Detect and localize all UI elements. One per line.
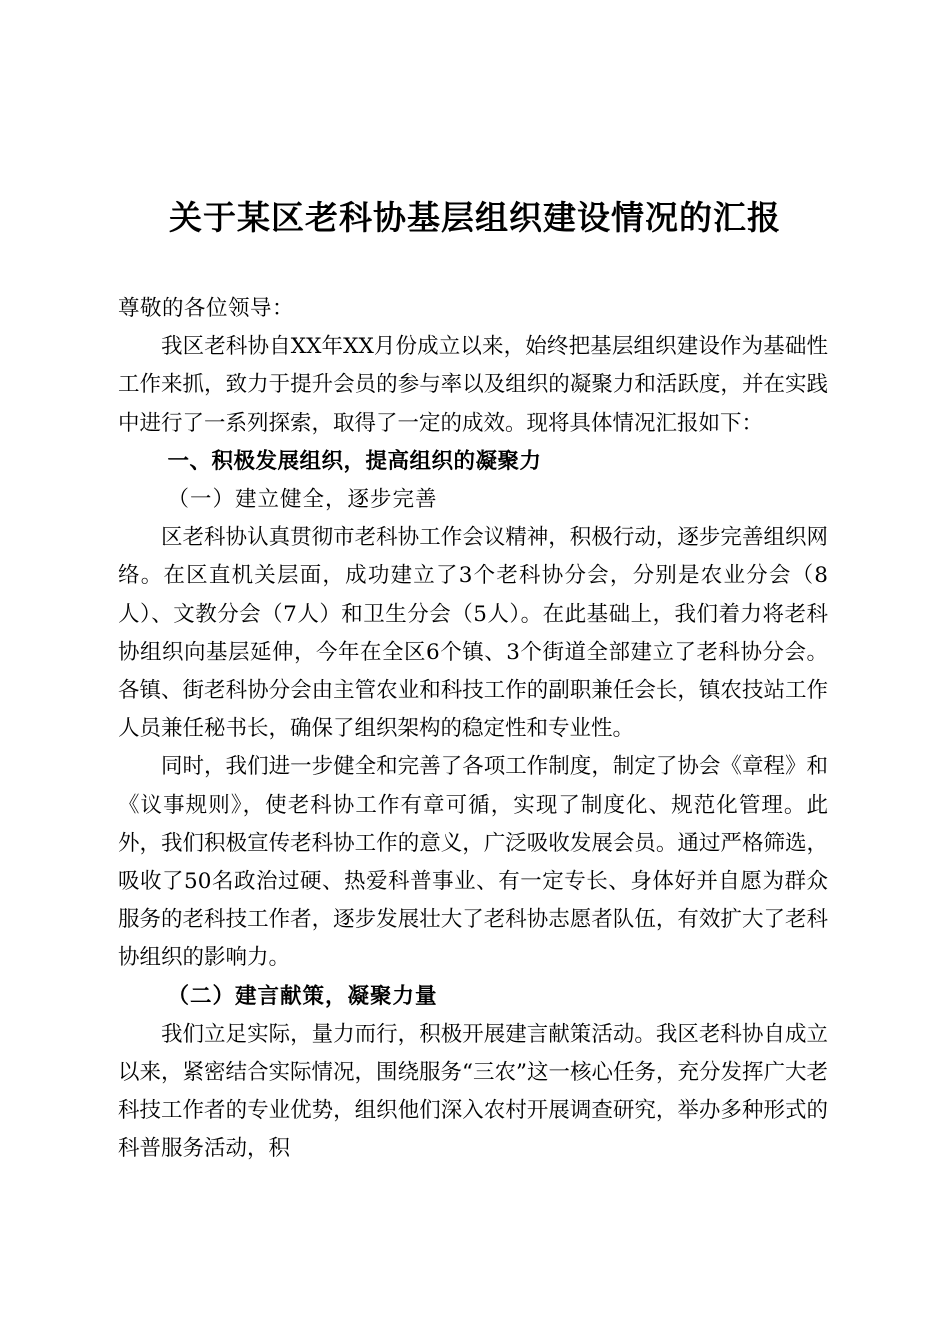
subsection-1-paragraph-1: 区老科协认真贯彻市老科协工作会议精神，积极行动，逐步完善组织网络。在区直机关层面，成功建立了3个老科协分会，分别是农业分会（8人）、文教分会（7人）和卫生分会（5人）。在此基础上，我们着力将老科协组织向基层延伸，今年在全区6个镇、3个街道全部建立了老科协分会。各镇、街老科协分会由主管农业和科技工作的副职兼任会长，镇农技站工作人员兼任秘书长，确保了组织架构的稳定性和专业性。 <box>118 525 828 742</box>
document-title: 关于某区老科协基层组织建设情况的汇报 <box>169 198 781 237</box>
subsection-2-paragraph-1: 我们立足实际，量力而行，积极开展建言献策活动。我区老科协自成立以来，紧密结合实际情况，围绕服务“三农”这一核心任务，充分发挥广大老科技工作者的专业优势，组织他们深入农村开展调查研究，举办多种形式的科普服务活动，积 <box>118 1021 828 1162</box>
salutation: 尊敬的各位领导： <box>118 296 295 321</box>
subsection-2-heading: （二）建言献策，凝聚力量 <box>167 983 438 1009</box>
subsection-1-paragraph-2: 同时，我们进一步健全和完善了各项工作制度，制定了协会《章程》和《议事规则》，使老科协工作有章可循，实现了制度化、规范化管理。此外，我们积极宣传老科协工作的意义，广泛吸收发展会员。通过严格筛选，吸收了50名政治过硬、热爱科普事业、有一定专长、身体好并自愿为群众服务的老科技工作者，逐步发展壮大了老科协志愿者队伍，有效扩大了老科协组织的影响力。 <box>118 754 828 971</box>
intro-paragraph: 我区老科协自XX年XX月份成立以来，始终把基层组织建设作为基础性工作来抓，致力于提升会员的参与率以及组织的凝聚力和活跃度，并在实践中进行了一系列探索，取得了一定的成效。现将具体情况汇报如下： <box>118 334 828 436</box>
section-1-heading: 一、积极发展组织，提高组织的凝聚力 <box>167 448 542 474</box>
document-body <box>118 290 828 1169</box>
subsection-1-heading: （一）建立健全，逐步完善 <box>167 487 438 513</box>
